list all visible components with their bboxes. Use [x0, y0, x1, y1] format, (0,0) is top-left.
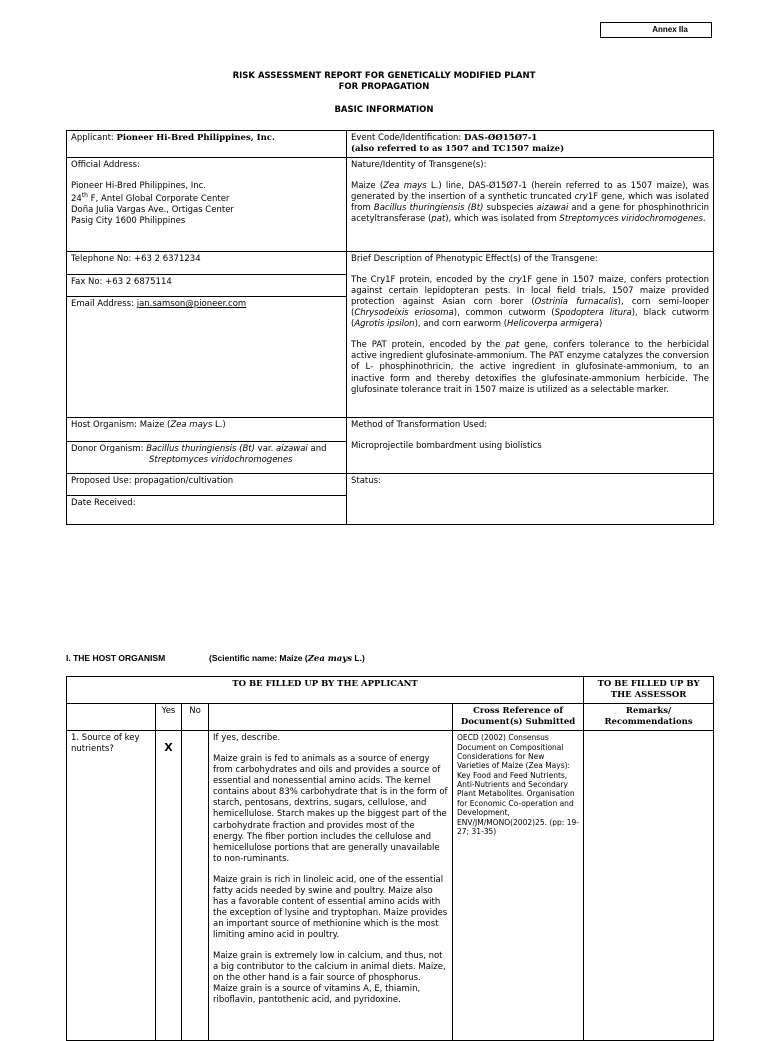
fax-field: Fax No: +63 2 6875114: [67, 275, 346, 297]
event-code-cell: [347, 131, 714, 158]
phenotype-paragraph: The Cry1F protein, encoded by the cry1F gene in 1507 maize, confers protection against certain lepidopteran pests. In local field trials, 1507 maize provided protection against Asian corn borer (Ostrinia furnacalis), corn semi-looper (Chrysodeixis eriosoma), common cutworm (Spodoptera litura), black cutworm (Agrotis ipsilon), and corn earworm (Helicoverpa armigera): [351, 275, 709, 330]
table-row: [67, 731, 714, 1041]
contact-cell: [67, 252, 347, 418]
official-address-label: Official Address:: [71, 160, 140, 171]
phenotype-label: Brief Description of Phenotypic Effect(s) of the Transgene:: [351, 254, 598, 265]
transgene-identity-label: Nature/Identity of Transgene(s):: [351, 160, 487, 171]
applicant-section-header: TO BE FILLED UP BY THE APPLICANT: [67, 677, 584, 704]
applicant-cell: [67, 131, 347, 158]
email-field: [67, 297, 346, 312]
report-title-line2: FOR PROPAGATION: [338, 82, 430, 92]
cross-reference-column-header: Cross Reference of Document(s) Submitted: [453, 704, 584, 731]
transgene-identity-text: Maize (Zea mays L.) line, DAS-Ø15Ø7-1 (herein referred to as 1507 maize), was generated by the insertion of a synthetic truncated cry1F gene, which was isolated from Bacillus thuringiensis (Bt) subspecies aizawai and a gene for phosphinothricin acetyltransferase (pat), which was isolated from Streptomyces viridochromogenes.: [351, 181, 710, 225]
yes-checkbox[interactable]: X: [156, 731, 182, 1041]
description-paragraph: Maize grain is extremely low in calcium, and thus, not a big contributor to the calcium in animal diets. Maize, on the other hand is a fair source of phosphorus. Maize grain is a source of vitamins A, E, thiamin, riboflavin, pantothenic acid, and pyridoxine.: [213, 950, 446, 1006]
question-column-header: [67, 704, 156, 731]
remarks-cell[interactable]: [584, 731, 714, 1041]
basic-information-table: [66, 130, 714, 525]
description-paragraph: Maize grain is rich in linoleic acid, one of the essential fatty acids needed by swine and poultry. Maize also has a favorable content of essential amino acids with the exception of lysine and tryptophan. Maize provides an important source of methionine which is the most limiting amino acid in poultry.: [213, 874, 448, 940]
basic-information-heading: BASIC INFORMATION: [334, 105, 434, 115]
report-title-line1: RISK ASSESSMENT REPORT FOR GENETICALLY MODIFIED PLANT: [232, 71, 536, 81]
question-cell: 1. Source of key nutrients?: [67, 731, 156, 1041]
transformation-method-label: Method of Transformation Used:: [351, 420, 488, 431]
address-line: 24th F, Antel Global Corporate Center: [71, 192, 230, 205]
official-address-cell: [67, 158, 347, 252]
phenotype-cell: [347, 252, 714, 418]
yes-column-header: Yes: [156, 704, 182, 731]
host-organism-cell: Host Organism: Maize (Zea mays L.): [67, 418, 347, 442]
description-paragraph: Maize grain is fed to animals as a source of energy from carbohydrates and oils and provides a source of essential and nonessential amino acids. The kernel contains about 83% carbohydrate that is in the form of starch, pentosans, dextrins, sugars, cellulose, and hemicellulose. Starch makes up the biggest part of the carbohydrate fraction and provides most of the energy. The fiber portion includes the cellulose and hemicellulose portions that are generally unavailable to non-ruminants.: [213, 754, 448, 864]
event-code-alias: (also referred to as 1507 and TC1507 maize): [351, 144, 565, 155]
no-column-header: No: [182, 704, 209, 731]
assessor-section-header: TO BE FILLED UP BY THE ASSESSOR: [584, 677, 714, 704]
status-cell: Status:: [347, 474, 714, 525]
transformation-method-value: Microprojectile bombardment using biolistics: [351, 441, 542, 452]
transgene-identity-cell: [347, 158, 714, 252]
section-scientific-name: (Scientific name: Maize (Zea mays L.): [209, 653, 365, 664]
no-checkbox[interactable]: [182, 731, 209, 1041]
address-line: Pasig City 1600 Philippines: [71, 216, 186, 227]
remarks-column-header: Remarks/ Recommendations: [584, 704, 714, 731]
donor-organism-cell: Donor Organism: Bacillus thuringiensis (Bt) var. aizawai and Streptomyces viridochromogenes: [67, 442, 347, 474]
description-prompt: If yes, describe.: [213, 733, 281, 744]
annex-label: Annex IIa: [600, 22, 712, 38]
proposed-use-cell: Proposed Use: propagation/cultivation: [67, 474, 347, 496]
cross-reference-cell: OECD (2002) Consensus Document on Compositional Considerations for New Varieties of Maize (Zea Mays): Key Food and Feed Nutrients, Anti-Nutrients and Secondary Plant Metabolites. Organisation for Economic Co-operation and Development, ENV/JM/MONO(2002)25. (pp: 19-27; 31-35): [453, 731, 584, 1041]
event-code-label: Event Code/Identification:: [351, 133, 462, 143]
date-received-cell: Date Received:: [67, 496, 347, 525]
email-label: Email Address:: [71, 299, 137, 310]
description-cell: [209, 731, 453, 1041]
transformation-method-cell: [347, 418, 714, 474]
phenotype-paragraph: The PAT protein, encoded by the pat gene, confers tolerance to the herbicidal active ingredient glufosinate-ammonium. The PAT enzyme catalyzes the conversion of L- phosphinothricin, the active ingredient in glufosinate-ammonium, to an inactive form and thereby detoxifies the glufosinate-ammonium herbicide. The glufosinate tolerance trait in 1507 maize is utilized as a selectable marker.: [351, 340, 709, 395]
address-line: Pioneer Hi-Bred Philippines, Inc.: [71, 181, 206, 192]
applicant-label: Applicant:: [71, 133, 114, 143]
email-link[interactable]: jan.samson@pioneer.com: [136, 299, 247, 310]
section-heading: [66, 653, 365, 664]
applicant-value: Pioneer Hi-Bred Philippines, Inc.: [116, 133, 275, 143]
section-title: I. THE HOST ORGANISM: [66, 653, 166, 663]
description-column-header: [209, 704, 453, 731]
address-line: Doña Julia Vargas Ave., Ortigas Center: [71, 205, 234, 216]
host-organism-table: [66, 676, 714, 1041]
event-code-value: DAS-ØØ15Ø7-1: [463, 133, 538, 143]
telephone-field: Telephone No: +63 2 6371234: [67, 252, 346, 275]
